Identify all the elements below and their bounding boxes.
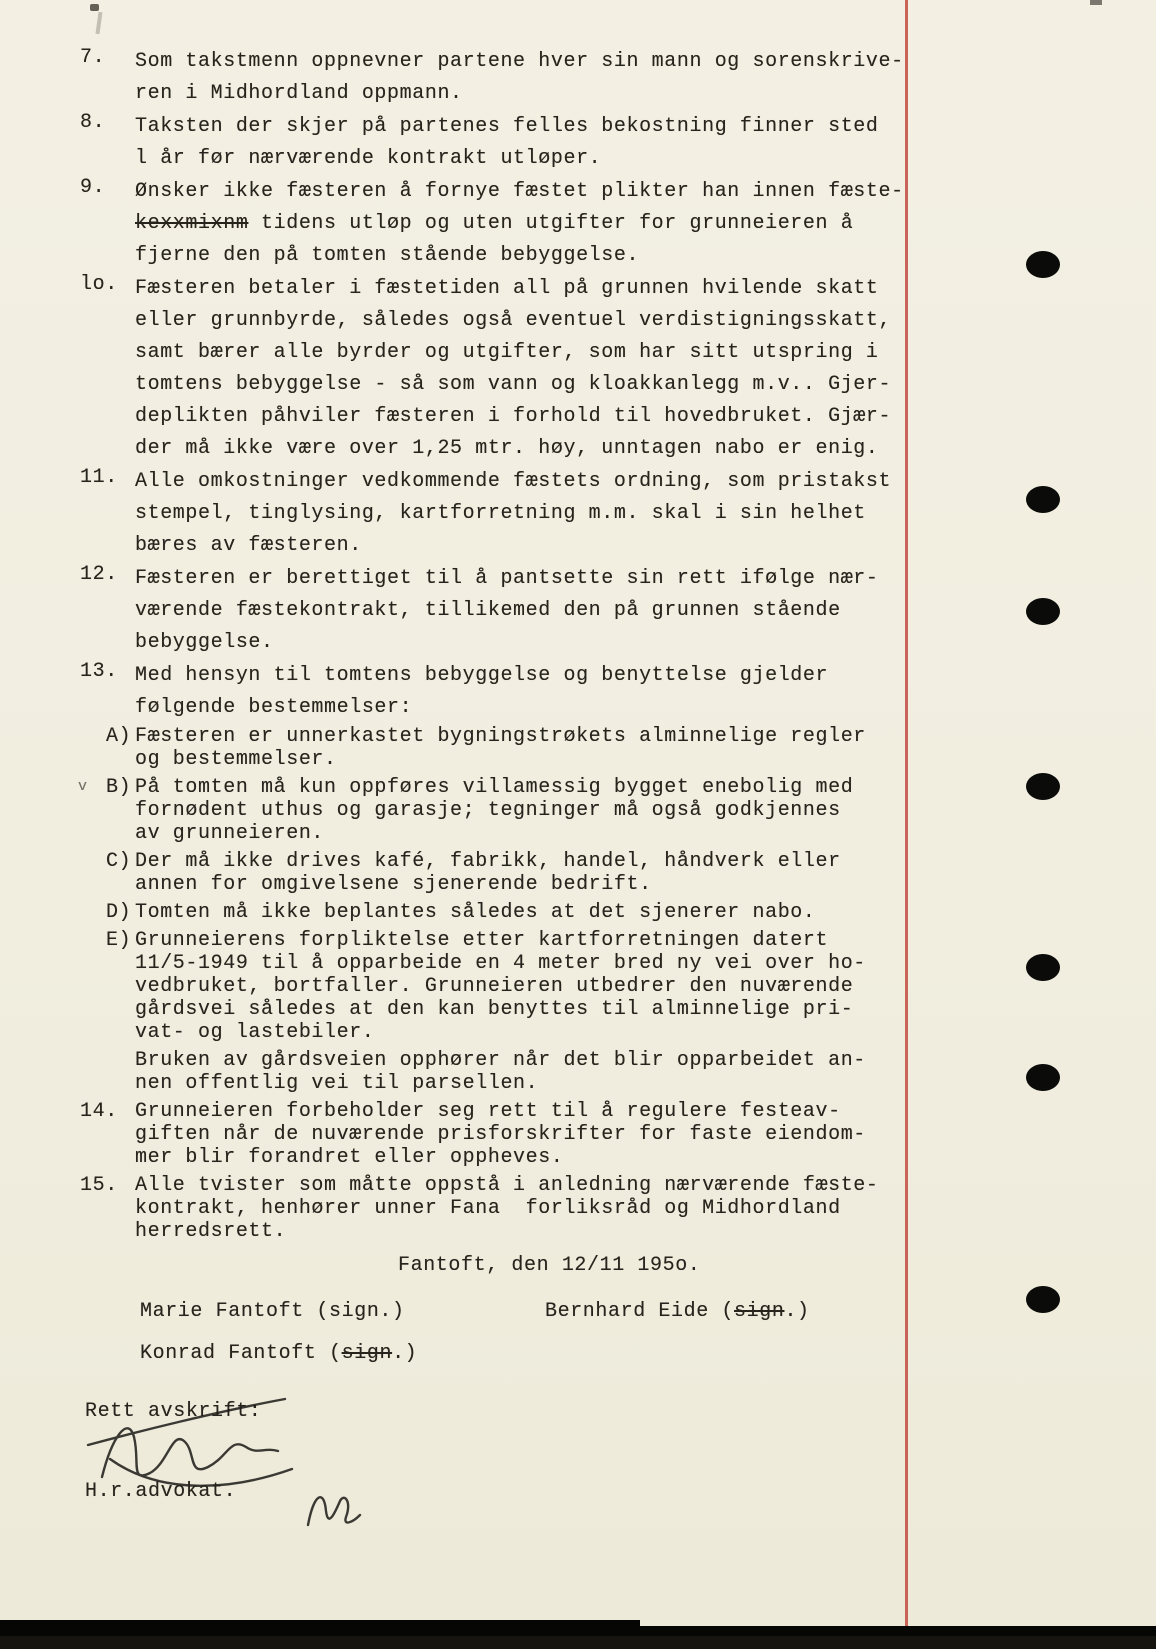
text-line: mer blir forandret eller oppheves. xyxy=(135,1146,564,1169)
text-line: Fæsteren betaler i fæstetiden all på grunnen hvilende skatt xyxy=(135,277,879,300)
typed-content xyxy=(80,46,912,1649)
punch-hole xyxy=(1026,486,1060,513)
scan-edge-artifact xyxy=(0,1626,1156,1636)
clause-number: 9. xyxy=(80,176,106,199)
text-line: giften når de nuværende prisforskrifter for faste eiendom- xyxy=(135,1123,866,1146)
clause-item xyxy=(80,1174,912,1243)
text-line: tomtens bebyggelse - så som vann og kloakkanlegg m.v.. Gjer- xyxy=(135,373,892,396)
text-line: nen offentlig vei til parsellen. xyxy=(135,1072,539,1095)
clause-text xyxy=(135,273,912,465)
clause-item xyxy=(80,46,912,110)
clause-number: 15. xyxy=(80,1174,118,1197)
text-line: Ønsker ikke fæsteren å fornye fæstet plikter han innen fæste- xyxy=(135,180,904,203)
clause-item xyxy=(80,660,912,724)
clause-text xyxy=(135,901,912,924)
clause-item xyxy=(80,1049,912,1095)
clause-number: 11. xyxy=(80,466,118,489)
clause-number: E) xyxy=(106,929,132,952)
clause-text xyxy=(135,776,912,845)
scan-smudge xyxy=(90,4,99,11)
text-line: Taksten der skjer på partenes felles bekostning finner sted xyxy=(135,115,879,138)
text-line: annen for omgivelsene sjenerende bedrift. xyxy=(135,873,652,896)
clause-number: A) xyxy=(106,725,132,748)
signature-bernhard-eide: Bernhard Eide (sign.) xyxy=(545,1300,810,1323)
clause-number: D) xyxy=(106,901,132,924)
text-line: av grunneieren. xyxy=(135,822,325,845)
text-line: Grunneieren forbeholder seg rett til å regulere festeav- xyxy=(135,1100,841,1123)
attestation-block xyxy=(80,1399,912,1649)
text-line: kexxmixnm tidens utløp og uten utgifter for grunneieren å xyxy=(135,212,854,235)
scan-smudge xyxy=(95,12,102,34)
signoff-title: H.r.advokat. xyxy=(85,1480,237,1503)
text-line: Som takstmenn oppnevner partene hver sin mann og sorenskrive- xyxy=(135,50,904,73)
text-line: stempel, tinglysing, kartforretning m.m. skal i sin helhet xyxy=(135,502,866,525)
clause-item xyxy=(80,111,912,175)
attestation-text: Rett avskrift: xyxy=(85,1400,262,1423)
clause-item xyxy=(80,176,912,272)
clause-item xyxy=(80,563,912,659)
scan-smudge xyxy=(1090,0,1102,5)
text-line: l år før nærværende kontrakt utløper. xyxy=(135,147,602,170)
text-line: gårdsvei således at den kan benyttes til alminnelige pri- xyxy=(135,998,854,1021)
punch-hole xyxy=(1026,773,1060,800)
text-line: Fæsteren er berettiget til å pantsette sin rett ifølge nær- xyxy=(135,567,879,590)
text-line: Tomten må ikke beplantes således at det sjenerer nabo. xyxy=(135,901,816,924)
clause-number: 13. xyxy=(80,660,118,683)
text-line: vedbruket, bortfaller. Grunneieren utbedrer den nuværende xyxy=(135,975,854,998)
signature-marie-fantoft: Marie Fantoft (sign.) xyxy=(140,1300,405,1323)
clause-item xyxy=(80,466,912,562)
text-line: herredsrett. xyxy=(135,1220,287,1243)
clause-item xyxy=(80,273,912,465)
clause-text xyxy=(135,660,912,724)
text-line: fjerne den på tomten stående bebyggelse. xyxy=(135,244,640,267)
text-line: Der må ikke drives kafé, fabrikk, handel, håndverk eller xyxy=(135,850,841,873)
text-line: ren i Midhordland oppmann. xyxy=(135,82,463,105)
clause-item xyxy=(80,850,912,896)
signature-row xyxy=(140,1341,912,1367)
text-line: og bestemmelser. xyxy=(135,748,337,771)
clause-text xyxy=(135,466,912,562)
text-line: bebyggelse. xyxy=(135,631,274,654)
clause-number xyxy=(106,1049,135,1095)
clause-text xyxy=(135,725,912,771)
clause-text xyxy=(135,1049,912,1095)
text-line: Med hensyn til tomtens bebyggelse og benyttelse gjelder xyxy=(135,664,829,687)
clause-number: 8. xyxy=(80,111,106,134)
clause-number: 14. xyxy=(80,1100,118,1123)
clause-text xyxy=(135,563,912,659)
margin-check-mark: v xyxy=(78,778,88,795)
clause-item xyxy=(80,1100,912,1169)
punch-hole xyxy=(1026,598,1060,625)
punch-hole xyxy=(1026,1064,1060,1091)
clause-number: 12. xyxy=(80,563,118,586)
clause-number: B) xyxy=(106,776,132,799)
text-line: samt bærer alle byrder og utgifter, som har sitt utspring i xyxy=(135,341,879,364)
text-line: På tomten må kun oppføres villamessig bygget enebolig med xyxy=(135,776,854,799)
clause-item xyxy=(80,901,912,924)
text-line: Bruken av gårdsveien opphører når det blir opparbeidet an- xyxy=(135,1049,866,1072)
clause-number: C) xyxy=(106,850,132,873)
signature-konrad-fantoft: Konrad Fantoft (sign.) xyxy=(140,1342,418,1365)
text-line: Alle omkostninger vedkommende fæstets ordning, som pristakst xyxy=(135,470,892,493)
text-line: Fæsteren er unnerkastet bygningstrøkets alminnelige regler xyxy=(135,725,866,748)
punch-hole xyxy=(1026,1286,1060,1313)
text-line: 11/5-1949 til å opparbeide en 4 meter bred ny vei over ho- xyxy=(135,952,866,975)
closing-section xyxy=(80,1253,912,1649)
text-line: Alle tvister som måtte oppstå i anledning nærværende fæste- xyxy=(135,1174,879,1197)
date-line: Fantoft, den 12/11 195o. xyxy=(398,1254,701,1277)
text-line: kontrakt, henhører unner Fana forliksråd og Midhordland xyxy=(135,1197,841,1220)
clause-text xyxy=(135,46,912,110)
clause-item xyxy=(80,929,912,1044)
clause-number: 7. xyxy=(80,46,106,69)
clause-item xyxy=(80,776,912,845)
text-line: Grunneierens forpliktelse etter kartforretningen datert xyxy=(135,929,829,952)
punch-hole xyxy=(1026,954,1060,981)
punch-hole xyxy=(1026,251,1060,278)
text-line: der må ikke være over 1,25 mtr. høy, unntagen nabo er enig. xyxy=(135,437,879,460)
text-line: bæres av fæsteren. xyxy=(135,534,362,557)
clause-text xyxy=(135,850,912,896)
clause-text xyxy=(135,929,912,1044)
clause-text xyxy=(135,1100,912,1169)
clause-number: lo. xyxy=(80,273,118,296)
text-line: værende fæstekontrakt, tillikemed den på grunnen stående xyxy=(135,599,841,622)
text-line: vat- og lastebiler. xyxy=(135,1021,375,1044)
text-line: følgende bestemmelser: xyxy=(135,696,413,719)
clause-item xyxy=(80,725,912,771)
clause-text xyxy=(135,176,912,272)
clause-text xyxy=(135,1174,912,1243)
text-line: deplikten påhviler fæsteren i forhold til hovedbruket. Gjær- xyxy=(135,405,892,428)
clauses-list xyxy=(80,46,912,1243)
text-line: fornødent uthus og garasje; tegninger må også godkjennes xyxy=(135,799,841,822)
clause-text xyxy=(135,111,912,175)
signature-row xyxy=(140,1299,912,1325)
text-line: eller grunnbyrde, således også eventuel verdistigningsskatt, xyxy=(135,309,892,332)
